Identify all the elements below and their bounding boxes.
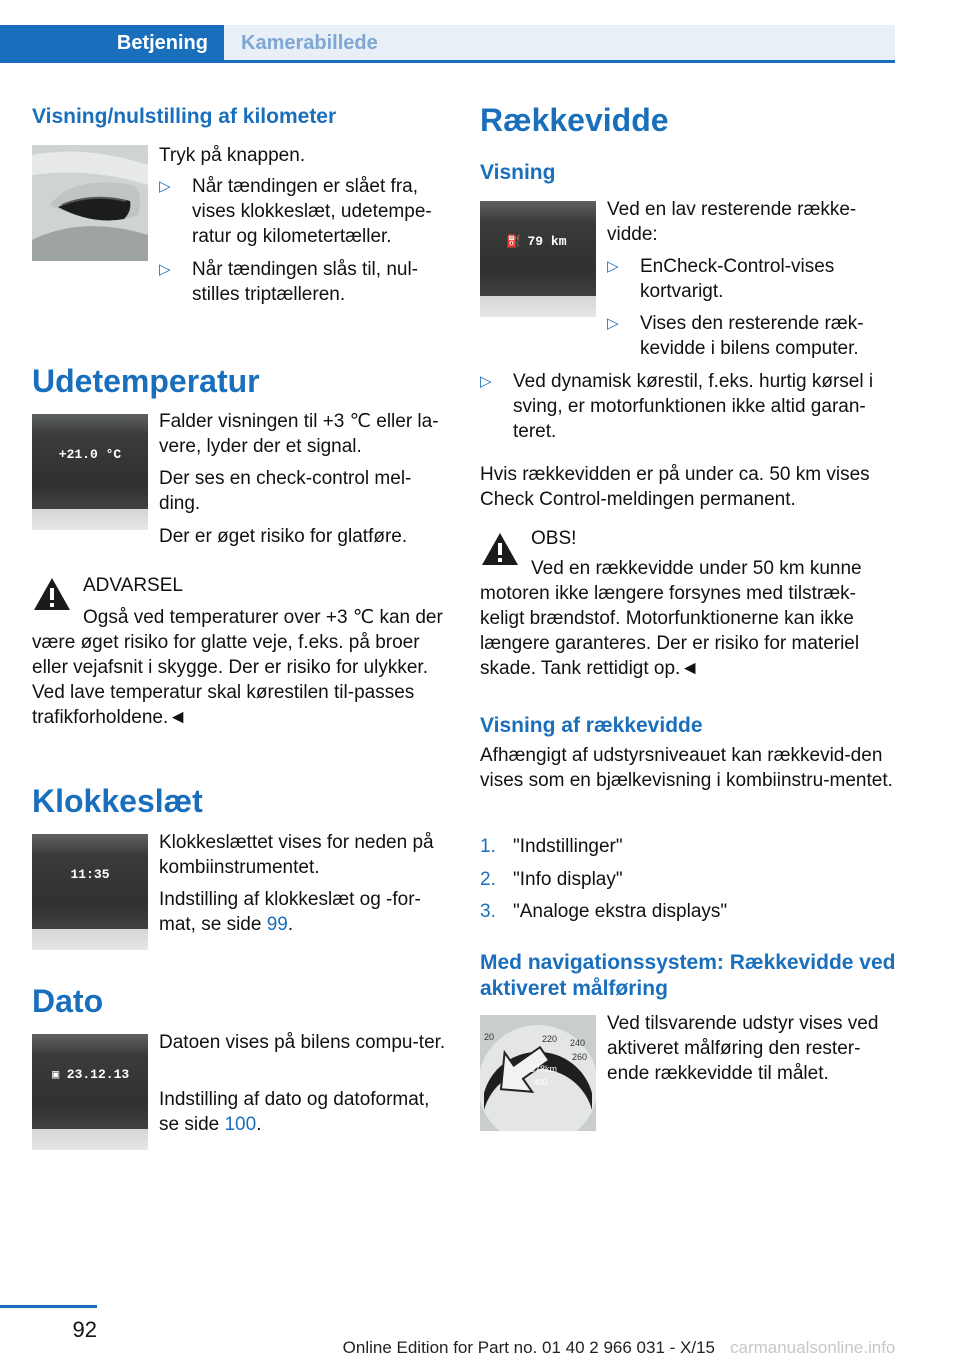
fuel-pump-icon: ⛽ [506, 235, 521, 249]
date-text-1: Datoen vises på bilens compu-ter. [159, 1032, 446, 1053]
section-title-klokkeslaet: Klokkeslæt [32, 783, 203, 819]
triangle-bullet-icon: ▷ [159, 261, 171, 278]
obs-text: Ved en rækkevidde under 50 km kunne motoren ikke længere forsynes med tilstræk-keligt brændstof. Motorfunktionerne kan ikke længere garanteres. Der er risiko for materiel skade. Tank rettidigt op.◄ [480, 558, 862, 679]
visning-af-raekkevidde-text: Afhængigt af udstyrsniveauet kan rækkevid-den vises som en bjælkevisning i kombiinstru-mentet. [480, 745, 893, 791]
page-link[interactable]: 100 [224, 1114, 257, 1135]
date-display: ▣ 23.12.13 [32, 1034, 148, 1150]
date-text-2: Indstilling af dato og datoformat, se side 100. [159, 1089, 430, 1135]
footer-rule [0, 1305, 97, 1308]
clock-text-2: Indstilling af klokkeslæt og -for-mat, se side 99. [159, 889, 421, 935]
triangle-bullet-icon: ▷ [607, 258, 619, 275]
temp-text-3: Der er øget risiko for glatføre. [159, 526, 408, 547]
obs-title: OBS! [531, 528, 577, 549]
list-item: ▷ EnCheck-Control-vises kortvarigt. [607, 256, 835, 302]
list-item: ▷ Når tændingen slås til, nul-stilles triptælleren. [159, 259, 418, 305]
visning-text: Ved en lav resterende række-vidde: [607, 199, 857, 245]
section-title-dato: Dato [32, 983, 104, 1019]
list-item: ▷ Vises den resterende ræk-kevidde i bilens computer. [607, 313, 864, 359]
list-item: 1. "Indstillinger" [480, 836, 623, 857]
edition-text: Online Edition for Part no. 01 40 2 966 031 - X/15 [342, 1338, 715, 1357]
list-item: ▷ Når tændingen er slået fra, vises klokkeslæt, udetempe-ratur og kilometertæller. [159, 176, 432, 247]
gauge-photo: 20 220 240 260 378km 400 [480, 1015, 596, 1131]
subtitle-navigation: Med navigationssystem: Rækkevidde ved aktiveret målføring [480, 951, 896, 1000]
list-item: 2. "Info display" [480, 869, 623, 890]
tab-betjening[interactable]: Betjening [0, 25, 224, 62]
section-title-udetemperatur: Udetemperatur [32, 363, 260, 399]
subtitle-visning: Visning [480, 161, 556, 184]
watermark: carmanualsonline.info [730, 1338, 896, 1357]
range-display: ⛽ 79 km [480, 201, 596, 317]
tab-kamerabillede[interactable]: Kamerabillede [224, 25, 895, 60]
warning-text: Også ved temperaturer over +3 ℃ kan der være øget risiko for glatte veje, f.eks. på broer eller vejafsnit i skygge. Der er risiko for ulykker. Ved lave temperatur skal kørestilen til-passes trafikforholdene.◄ [32, 607, 443, 728]
clock-display: 11:35 [32, 834, 148, 950]
header-rule [0, 60, 895, 63]
section-title-raekkevidde: Rækkevidde [480, 102, 669, 138]
button-photo [32, 145, 148, 261]
triangle-bullet-icon: ▷ [480, 373, 492, 390]
temperature-display: +21.0 °C [32, 414, 148, 530]
temp-text-1: Falder visningen til +3 ℃ eller la-vere, lyder der et signal. [159, 411, 439, 457]
odo-text: Tryk på knappen. [159, 145, 306, 166]
triangle-bullet-icon: ▷ [607, 315, 619, 332]
warning-title: ADVARSEL [83, 575, 183, 596]
subtitle-visning-af-raekkevidde: Visning af rækkevidde [480, 714, 703, 737]
check-control-text: Hvis rækkevidden er på under ca. 50 km vises Check Control-meldingen permanent. [480, 464, 870, 510]
navigation-text: Ved tilsvarende udstyr vises ved aktiveret målføring den rester-ende rækkevidde til målet. [607, 1013, 879, 1084]
page-link[interactable]: 99 [266, 914, 288, 935]
temp-text-2: Der ses en check-control mel-ding. [159, 468, 412, 514]
section-title-odometer: Visning/nulstilling af kilometer [32, 105, 337, 128]
calendar-icon: ▣ [52, 1068, 60, 1082]
triangle-bullet-icon: ▷ [159, 178, 171, 195]
clock-text-1: Klokkeslættet vises for neden på kombiinstrumentet. [159, 832, 434, 878]
list-item: 3. "Analoge ekstra displays" [480, 901, 728, 922]
page-number: 92 [72, 1317, 97, 1342]
list-item: ▷ Ved dynamisk kørestil, f.eks. hurtig kørsel i sving, er motorfunktionen ikke altid garan-teret. [480, 371, 874, 442]
